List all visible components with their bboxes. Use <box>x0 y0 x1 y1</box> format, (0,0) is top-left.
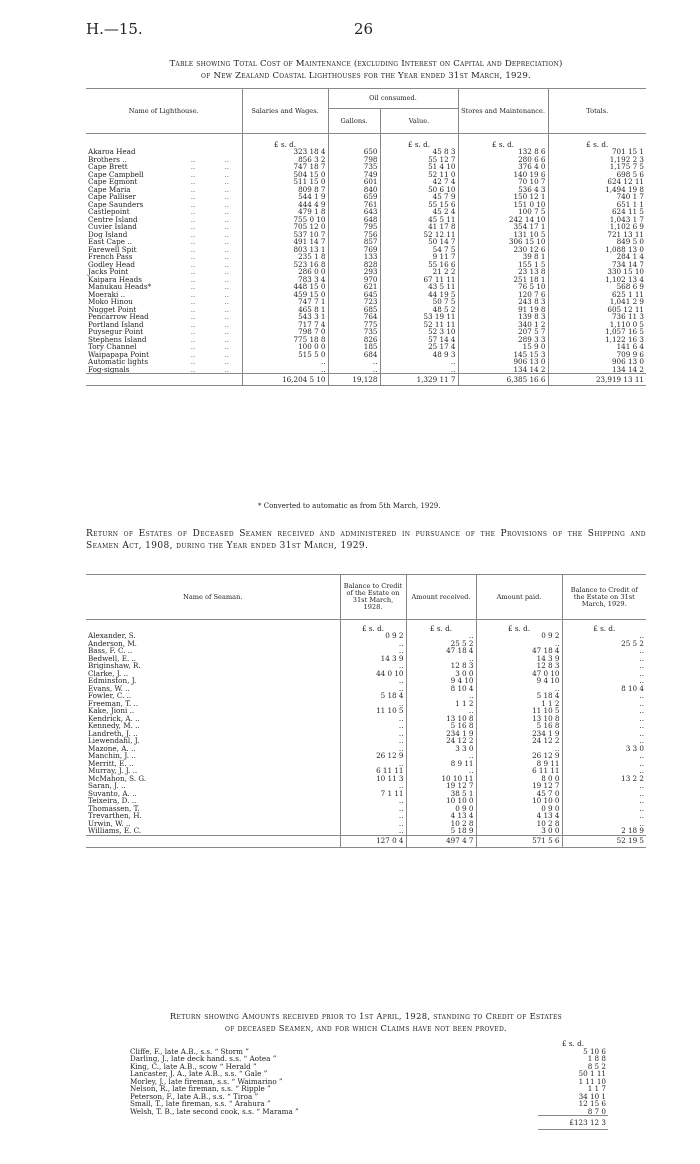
seaman-row: Bass, F. C. .. .. 47 18 4 47 18 4 .. <box>88 646 644 655</box>
seaman-row: Manchin, J. .. 26 12 9 .. 26 12 9 .. <box>88 751 644 760</box>
seaman-name: Suvanto, A. .. <box>88 788 137 798</box>
seaman-name: Bass, F. C. .. <box>88 646 133 655</box>
lighthouse-row: Waipapapa Point .. .. 515 5 0 684 48 9 3 145 15 3 709 9 6 <box>88 349 644 359</box>
seaman-row: Fowler, C. .. 5 18 4 .. 5 18 4 .. <box>88 691 644 700</box>
seaman-row: Suvanto, A. .. 7 1 11 38 5 1 45 7 0 .. <box>88 788 644 798</box>
seaman-name: Freeman, T. .. <box>88 698 139 708</box>
lighthouse-row: French Pass .. .. 235 1 8 133 9 11 7 39 8 1 284 1 4 <box>88 252 644 261</box>
seaman-name: Trevarthen, H. <box>88 811 142 820</box>
seaman-name: Evans, W. .. <box>88 683 130 693</box>
lighthouse-row: Cape Egmont .. .. 511 15 0 601 42 7 4 70 10 7 624 12 11 <box>88 177 644 186</box>
col-oil: Oil consumed. <box>328 89 458 109</box>
unclaimed-row: Small, T., late fireman, s.s. “ Arahura ” 12 15 6 <box>130 1099 606 1108</box>
lighthouse-name: Portland Island <box>88 319 144 329</box>
page-number: 26 <box>354 20 374 38</box>
table1-footnote: * Converted to automatic as from 5th March, 1929. <box>258 502 441 510</box>
seaman-name: Alexander, S. <box>88 631 136 640</box>
col-amount-paid: Amount paid. <box>476 575 562 620</box>
lighthouse-name: Nugget Point <box>88 304 137 314</box>
lighthouse-row: Cuvier Island .. .. 705 12 0 795 41 17 8 354 17 1 1,102 6 9 <box>88 222 644 231</box>
seaman-row: Williams, E. C. .. 5 18 9 3 0 0 2 18 9 <box>88 826 644 835</box>
lighthouse-row: Godley Head .. .. 523 16 8 828 55 16 6 155 1 5 734 14 7 <box>88 259 644 269</box>
seaman-row: McMahon, S. G. 10 11 3 10 10 11 8 0 0 13 2 2 <box>88 773 644 783</box>
lighthouse-row: Tory Channel .. .. 100 0 0 185 25 17 4 15 9 0 141 6 4 <box>88 342 644 351</box>
col-seaman-name: Name of Seaman. <box>86 575 340 620</box>
lighthouse-name: East Cape .. <box>88 237 132 246</box>
lighthouse-name: Stephens Island <box>88 334 147 344</box>
lighthouse-name: Cape Brett <box>88 162 128 171</box>
lighthouse-row: Stephens Island .. .. 775 18 8 826 57 14 4 289 3 3 1,122 16 3 <box>88 334 644 344</box>
col-balance-1929: Balance to Credit of the Estate on 31st March, 1929. <box>562 575 646 620</box>
lighthouse-name: Cape Maria <box>88 184 131 194</box>
lighthouse-name: Cuvier Island <box>88 222 137 231</box>
lighthouse-row: Cape Saunders .. .. 444 4 9 761 55 15 6 151 0 10 651 1 1 <box>88 199 644 209</box>
lighthouse-name: Godley Head <box>88 259 135 269</box>
unclaimed-row: Morley, J., late fireman, s.s. “ Waimarino ” 1 11 10 <box>130 1076 606 1086</box>
lighthouse-row: Moeraki .. .. .. 459 15 0 645 44 19 5 120 7 6 625 1 11 <box>88 289 644 299</box>
unclaimed-row: Nelson, R., late fireman, s.s. “ Ripple ” 1 1 7 <box>130 1084 606 1093</box>
lighthouse-name: Manukau Heads* <box>88 282 152 291</box>
lighthouse-row: Automatic lights .. .. .. .. .. 906 13 0 906 13 0 <box>88 357 644 366</box>
lighthouse-name: Cape Egmont <box>88 177 138 186</box>
seaman-name: Manchin, J. .. <box>88 751 136 760</box>
seaman-name: Landreth, J. .. <box>88 728 138 738</box>
seaman-name: Thomassen, T. <box>88 803 140 813</box>
seaman-row: Kendrick, A. .. .. 13 10 8 13 10 8 .. <box>88 713 644 723</box>
lighthouse-row: Manukau Heads* .. .. 448 15 0 621 43 5 11 76 5 10 568 6 9 <box>88 282 644 291</box>
lighthouse-row: Akaroa Head 323 18 4 650 45 8 3 132 8 6 701 15 1 <box>88 147 644 156</box>
seaman-name: Fowler, C. .. <box>88 691 132 700</box>
seaman-row: Kennedy, M. .. .. 5 16 8 5 16 8 .. <box>88 721 644 730</box>
lighthouse-name: Kaipara Heads <box>88 274 142 284</box>
lighthouse-row: Cape Brett .. .. 747 18 7 735 51 4 10 376 4 0 1,175 7 5 <box>88 162 644 171</box>
lighthouse-row: Farewell Spit .. .. 803 13 1 769 54 7 5 230 12 6 1,088 13 0 <box>88 244 644 254</box>
seaman-name: Edminston, J. <box>88 676 137 685</box>
lighthouse-name: Automatic lights <box>88 357 149 366</box>
lighthouse-row: Brothers .. .. .. 856 3 2 798 55 12 7 280 6 6 1,192 2 3 <box>88 154 644 164</box>
seaman-name: Liewendahl, J. <box>88 736 140 745</box>
table3-total-row: £123 12 3 <box>128 1116 608 1130</box>
lighthouse-row: Castlepoint .. .. 479 1 8 643 45 2 4 100 7 5 624 11 5 <box>88 207 644 216</box>
seaman-row: Alexander, S. 0 9 2 .. 0 9 2 .. <box>88 631 644 640</box>
col-salaries: Salaries and Wages. <box>242 89 328 134</box>
seaman-row: Briginshaw, R. .. 12 8 3 12 8 3 .. <box>88 661 644 670</box>
page-header <box>86 20 648 40</box>
seaman-name: Clarke, J. .. <box>88 668 129 678</box>
lighthouse-row: Cape Maria .. .. 809 8 7 840 50 6 10 536 4 3 1,494 19 8 <box>88 184 644 194</box>
lighthouse-name: Fog-signals <box>88 364 130 374</box>
lighthouse-cost-table: Name of Lighthouse. Salaries and Wages. Oil consumed. Stores and Maintenance. Totals. Gallons. Value. £ s. d. £ s. d. £ s. d. £ s. d. Akaroa Head 323 18 4 650 45 8 3 132 8 6 701 15 1 Brothers .. .. .. 856 3 2 798 55 12 7 280 6 6 1,192 2 3 Cape Brett .. .. 747 18 7 735 51 4 10 376 4 0 1,175 7 5 Cape Campbell .. .. 504 15 0 749 52 11 0 140 19 6 698 5 6 Cape Egmont .. .. 511 15 0 601 42 7 4 70 10 7 624 12 11 Cape Maria .. .. 809 8 7 840 50 6 10 536 4 3 1,494 19 8 Cape Palliser .. .. 544 1 9 659 45 7 9 150 12 1 740 1 7 Cape Saunders .. .. 444 4 9 761 55 15 6 151 0 10 651 1 1 Castlepoint .. .. 479 1 8 643 45 2 4 100 7 5 624 11 5 Centre Island .. .. 755 0 10 648 45 5 11 242 14 10 1,043 1 7 Cuvier Island .. .. 705 12 0 795 41 17 8 354 17 1 1,102 6 9 Dog Island .. .. 537 10 7 756 52 12 11 131 10 5 721 13 11 East Cape .. .. .. 491 14 7 857 50 14 7 306 15 10 849 5 0 Farewell Spit .. .. 803 13 1 769 54 7 5 230 12 6 1,088 13 0 French Pass .. .. 235 1 8 133 9 11 7 39 8 1 284 1 4 Godley Head .. .. 523 16 8 828 55 16 6 155 1 5 734 14 7 Jacks Point .. .. 286 0 0 293 21 2 2 23 13 8 330 15 10 Kaipara Heads .. .. 783 3 4 970 67 11 11 251 18 1 1,102 13 4 Manukau Heads* .. .. 448 15 0 621 43 5 11 76 5 10 568 6 9 Moeraki .. .. .. 459 15 0 645 44 19 5 120 7 6 625 1 11 Moko Hinou .. .. 747 7 1 723 50 7 5 243 8 3 1,041 2 9 Nugget Point .. .. 465 8 1 685 48 5 2 91 19 8 605 12 11 Pencarrow Head .. .. 543 3 1 764 53 19 11 139 8 3 736 11 3 Portland Island .. .. 717 7 4 775 52 11 11 340 1 2 1,110 0 5 Puysegur Point .. .. 798 7 0 735 52 3 10 207 5 7 1,057 16 5 Stephens Island .. .. 775 18 8 826 57 14 4 289 3 3 1,122 16 3 Tory Channel .. .. 100 0 0 185 25 17 4 15 9 0 141 6 4 Waipapapa Point .. .. 515 5 0 684 48 9 3 145 15 3 709 9 6 Automatic lights .. .. .. .. .. 906 13 0 906 13 0 Fog-signals .. .. .. .. .. 134 14 2 134 14 2 16,204 5 10 19,128 1,329 11 7 6,385 16 6 23,919 13 11 <box>86 88 646 386</box>
seaman-name: Briginshaw, R. <box>88 661 141 670</box>
lighthouse-name: Puysegur Point <box>88 327 144 336</box>
lighthouse-name: Moko Hinou <box>88 297 133 306</box>
lighthouse-name: Centre Island <box>88 214 138 224</box>
lighthouse-name: Tory Channel <box>88 342 137 351</box>
lighthouse-name: Cape Palliser <box>88 192 136 201</box>
seaman-row: Clarke, J. .. 44 0 10 3 0 0 47 0 10 .. <box>88 668 644 678</box>
lighthouse-row: Cape Campbell .. .. 504 15 0 749 52 11 0 140 19 6 698 5 6 <box>88 169 644 179</box>
seaman-name: McMahon, S. G. <box>88 773 147 783</box>
seaman-row: Urwin, W. .. .. 10 2 8 10 2 8 .. <box>88 818 644 828</box>
lighthouse-row: Puysegur Point .. .. 798 7 0 735 52 3 10 207 5 7 1,057 16 5 <box>88 327 644 336</box>
seaman-name: Teixeira, D. .. <box>88 796 137 805</box>
seaman-row: Saran, J. .. .. 19 12 7 19 12 7 .. <box>88 781 644 790</box>
lighthouse-name: Pencarrow Head <box>88 312 149 321</box>
report-reference: H.—15. <box>86 20 143 38</box>
unclaimed-row: Cliffe, F., late A.B., s.s. “ Storm ” 5 10 6 <box>130 1046 606 1056</box>
unclaimed-row: Darling, J., late deck hand. s.s. “ Aotea ” 1 8 8 <box>130 1054 606 1063</box>
lighthouse-name: Cape Campbell <box>88 169 144 179</box>
lighthouse-name: Jacks Point <box>88 267 129 276</box>
lighthouse-name: Brothers .. <box>88 154 127 164</box>
col-gallons: Gallons. <box>328 109 380 134</box>
table1-totals-row: 16,204 5 10 19,128 1,329 11 7 6,385 16 6 23,919 13 11 <box>86 374 646 386</box>
seaman-row: Liewendahl, J. .. 24 12 2 24 12 2 .. <box>88 736 644 745</box>
deceased-seamen-estates-table: Name of Seaman. Balance to Credit of the Estate on 31st March, 1928. Amount received. Amount paid. Balance to Credit of the Estate on 31st March, 1929. £ s. d. £ s. d. £ s. d. £ s. d. Alexander, S. 0 9 2 .. 0 9 2 .. Anderson, M. .. 25 5 2 .. 25 5 2 Bass, F. C. .. .. 47 18 4 47 18 4 .. Bedwell, E. .. 14 3 9 .. 14 3 9 .. Briginshaw, R. .. 12 8 3 12 8 3 .. Clarke, J. .. 44 0 10 3 0 0 47 0 10 .. Edminston, J. .. 9 4 10 9 4 10 .. Evans, W. .. .. 8 10 4 .. 8 10 4 Fowler, C. .. 5 18 4 .. 5 18 4 .. Freeman, T. .. .. 1 1 2 1 1 2 .. Kake, Jioni .. 11 10 5 .. 11 10 5 .. Kendrick, A. .. .. 13 10 8 13 10 8 .. Kennedy, M. .. .. 5 16 8 5 16 8 .. Landreth, J. .. .. 234 1 9 234 1 9 .. Liewendahl, J. .. 24 12 2 24 12 2 .. Mazone, A. .. .. 3 3 0 .. 3 3 0 Manchin, J. .. 26 12 9 .. 26 12 9 .. Merritt, E. .. .. 8 9 11 8 9 11 .. Murray, J. J. .. 6 11 11 .. 6 11 11 .. McMahon, S. G. 10 11 3 10 10 11 8 0 0 13 2 2 Saran, J. .. .. 19 12 7 19 12 7 .. Suvanto, A. .. 7 1 11 38 5 1 45 7 0 .. Teixeira, D. .. .. 10 10 0 10 10 0 .. Thomassen, T. .. 0 9 0 0 9 0 .. Trevarthen, H. .. 4 13 4 4 13 4 .. Urwin, W. .. .. 10 2 8 10 2 8 .. Williams, E. C. .. 5 18 9 3 0 0 2 18 9 127 0 4 497 4 7 571 5 6 52 19 5 <box>86 574 646 848</box>
lighthouse-row: Centre Island .. .. 755 0 10 648 45 5 11 242 14 10 1,043 1 7 <box>88 214 644 224</box>
col-lighthouse-name: Name of Lighthouse. <box>86 89 242 134</box>
seaman-name: Kendrick, A. .. <box>88 713 140 723</box>
seaman-name: Anderson, M. <box>88 638 137 648</box>
lighthouse-row: East Cape .. .. .. 491 14 7 857 50 14 7 306 15 10 849 5 0 <box>88 237 644 246</box>
unclaimed-row: Peterson, F., late A.B., s.s. “ Tiroa ” 34 10 1 <box>130 1091 606 1101</box>
seaman-row: Edminston, J. .. 9 4 10 9 4 10 .. <box>88 676 644 685</box>
unclaimed-row: King, C., late A.B., scow “ Herald ” 8 5 2 <box>130 1061 606 1071</box>
lighthouse-row: Moko Hinou .. .. 747 7 1 723 50 7 5 243 8 3 1,041 2 9 <box>88 297 644 306</box>
seaman-row: Teixeira, D. .. .. 10 10 0 10 10 0 .. <box>88 796 644 805</box>
lighthouse-row: Fog-signals .. .. .. .. .. 134 14 2 134 14 2 <box>88 364 644 374</box>
lighthouse-name: Dog Island <box>88 229 128 239</box>
seaman-row: Mazone, A. .. .. 3 3 0 .. 3 3 0 <box>88 743 644 753</box>
seaman-name: Williams, E. C. <box>88 826 142 835</box>
col-balance-1928: Balance to Credit of the Estate on 31st March, 1928. <box>340 575 406 620</box>
seaman-row: Evans, W. .. .. 8 10 4 .. 8 10 4 <box>88 683 644 693</box>
lighthouse-name: Akaroa Head <box>88 147 136 156</box>
lighthouse-row: Kaipara Heads .. .. 783 3 4 970 67 11 11 251 18 1 1,102 13 4 <box>88 274 644 284</box>
col-value: Value. <box>380 109 458 134</box>
table1-title: Table showing Total Cost of Maintenance (excluding Interest on Capital and Depreciation) of New Zealand Coastal Lighthouses for the Year ended 31st March, 1929. <box>169 59 563 81</box>
lighthouse-name: Farewell Spit <box>88 244 137 254</box>
seaman-row: Murray, J. J. .. 6 11 11 .. 6 11 11 .. <box>88 766 644 775</box>
lighthouse-row: Dog Island .. .. 537 10 7 756 52 12 11 131 10 5 721 13 11 <box>88 229 644 239</box>
lighthouse-row: Pencarrow Head .. .. 543 3 1 764 53 19 11 139 8 3 736 11 3 <box>88 312 644 321</box>
lighthouse-name: French Pass <box>88 252 133 261</box>
col-amount-received: Amount received. <box>406 575 476 620</box>
seaman-name: Saran, J. .. <box>88 781 126 790</box>
seaman-name: Urwin, W. .. <box>88 818 131 828</box>
lighthouse-row: Portland Island .. .. 717 7 4 775 52 11 11 340 1 2 1,110 0 5 <box>88 319 644 329</box>
lighthouse-row: Cape Palliser .. .. 544 1 9 659 45 7 9 150 12 1 740 1 7 <box>88 192 644 201</box>
seaman-row: Bedwell, E. .. 14 3 9 .. 14 3 9 .. <box>88 653 644 663</box>
lighthouse-name: Moeraki .. <box>88 289 126 299</box>
lighthouse-row: Nugget Point .. .. 465 8 1 685 48 5 2 91 19 8 605 12 11 <box>88 304 644 314</box>
unclaimed-row: Lancaster, J. A., late A.B., s.s. “ Gale ” 50 1 11 <box>130 1069 606 1078</box>
seaman-row: Anderson, M. .. 25 5 2 .. 25 5 2 <box>88 638 644 648</box>
col-totals: Totals. <box>548 89 646 134</box>
table2-title: Return of Estates of Deceased Seamen received and administered in pursuance of the Provisions of the Shipping and Seamen Act, 1908, during the Year ended 31st March, 1929. <box>86 529 646 551</box>
unclaimed-row: Welsh, T. B., late second cook, s.s. “ Marama ” 8 7 0 <box>130 1106 606 1116</box>
col-stores: Stores and Maintenance. <box>458 89 548 134</box>
seaman-name: Merritt, E. .. <box>88 758 134 768</box>
seaman-name: Kennedy, M. .. <box>88 721 140 730</box>
lighthouse-name: Waipapapa Point <box>88 349 149 359</box>
seaman-row: Thomassen, T. .. 0 9 0 0 9 0 .. <box>88 803 644 813</box>
lighthouse-name: Castlepoint <box>88 207 130 216</box>
seaman-name: Mazone, A. .. <box>88 743 136 753</box>
seaman-row: Merritt, E. .. .. 8 9 11 8 9 11 .. <box>88 758 644 768</box>
table3-title: Return showing Amounts received prior to 1st April, 1928, standing to Credit of Estates of deceased Seamen, and for which Claims have not been proved. <box>169 1011 563 1033</box>
seaman-name: Murray, J. J. .. <box>88 766 138 775</box>
seaman-row: Freeman, T. .. .. 1 1 2 1 1 2 .. <box>88 698 644 708</box>
seaman-name: Kake, Jioni .. <box>88 706 135 715</box>
unclaimed-estates-table: £ s. d. Cliffe, F., late A.B., s.s. “ Storm ” 5 10 6 Darling, J., late deck hand. s.s. “ Aotea ” 1 8 8 King, C., late A.B., scow “ Herald ” 8 5 2 Lancaster, J. A., late A.B., s.s. “ Gale ” 50 1 11 Morley, J., late fireman, s.s. “ Waimarino ” 1 11 10 Nelson, R., late fireman, s.s. “ Ripple ” 1 1 7 Peterson, F., late A.B., s.s. “ Tiroa ” 34 10 1 Small, T., late fireman, s.s. “ Arahura ” 12 15 6 Welsh, T. B., late second cook, s.s. “ Marama ” 8 7 0 £123 12 3 <box>128 1040 608 1130</box>
seaman-row: Trevarthen, H. .. 4 13 4 4 13 4 .. <box>88 811 644 820</box>
table2-totals-row: 127 0 4 497 4 7 571 5 6 52 19 5 <box>86 835 646 847</box>
lighthouse-row: Jacks Point .. .. 286 0 0 293 21 2 2 23 13 8 330 15 10 <box>88 267 644 276</box>
seaman-row: Landreth, J. .. .. 234 1 9 234 1 9 .. <box>88 728 644 738</box>
seaman-name: Bedwell, E. .. <box>88 653 137 663</box>
seaman-row: Kake, Jioni .. 11 10 5 .. 11 10 5 .. <box>88 706 644 715</box>
lighthouse-name: Cape Saunders <box>88 199 144 209</box>
